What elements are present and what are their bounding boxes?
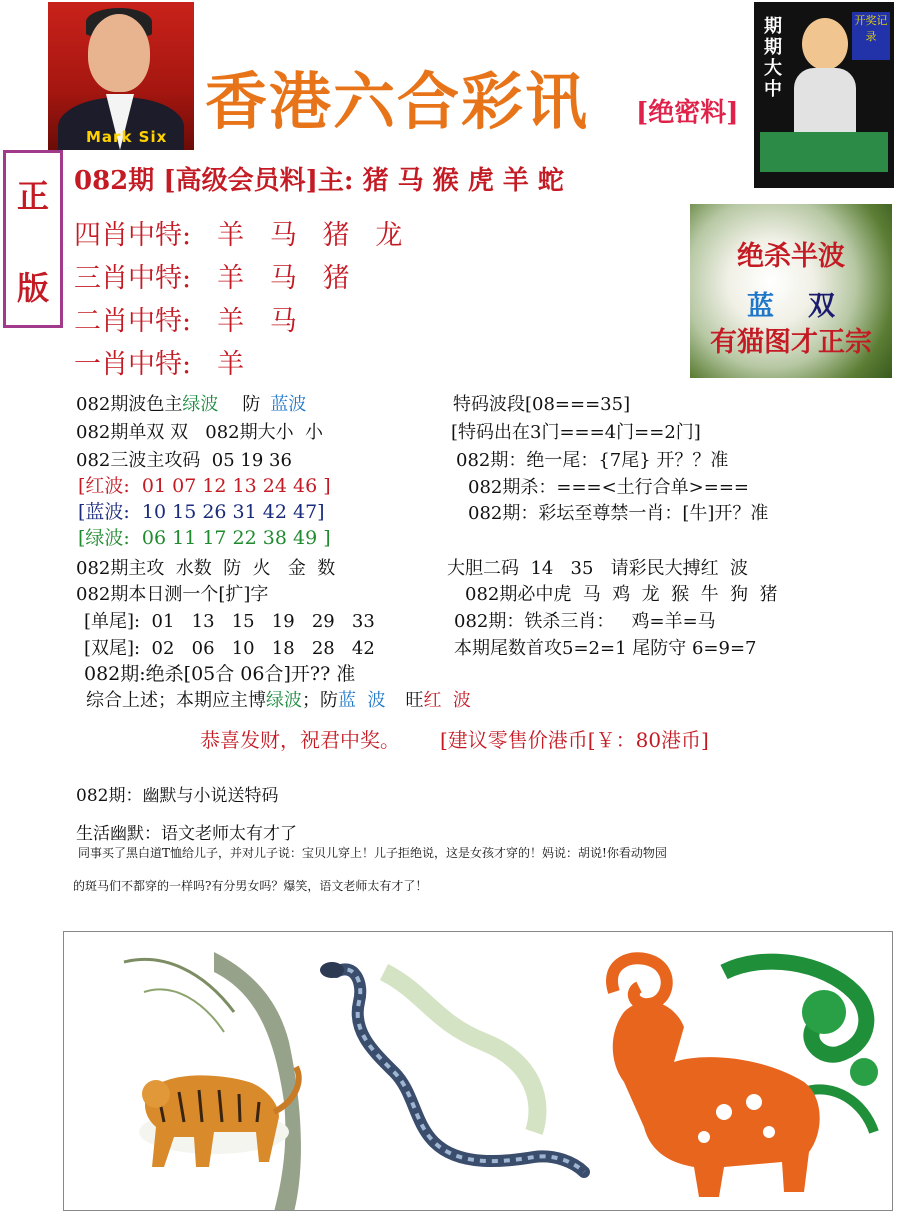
must-hit-line: 082期必中虎 马 鸡 龙 猴 牛 狗 猪 bbox=[465, 584, 778, 605]
three-wave-line: 082三波主攻码 05 19 36 bbox=[76, 450, 292, 471]
cat-line-2a: 蓝 bbox=[747, 291, 774, 322]
segment-line: 特码波段[08===35] bbox=[453, 394, 631, 415]
portrait-photo bbox=[48, 2, 194, 150]
page-subtitle: [绝密料] bbox=[636, 98, 739, 128]
badge-char-1: 正 bbox=[16, 177, 49, 215]
joke-text-1: 同事买了黑白道T恤给儿子，并对儿子说：宝贝儿穿上！儿子拒绝说，这是女孩才穿的！妈说：胡说!你看动物园 bbox=[78, 846, 667, 860]
main-attack-line: 082期主攻 水数 防 火 金 数 bbox=[76, 558, 336, 579]
zodiac-illustrations bbox=[64, 932, 893, 1211]
cat-line-1: 绝杀半波 bbox=[737, 241, 845, 272]
cat-line-2b: 双 bbox=[808, 291, 835, 322]
red-wave-line: [红波: 01 07 12 13 24 46 ] bbox=[78, 475, 331, 497]
bold-two-line: 大胆二码 14 35 请彩民大搏红 波 bbox=[447, 558, 749, 579]
badge-char-2: 版 bbox=[16, 269, 49, 307]
cartoon-image bbox=[754, 2, 894, 188]
joke-text-2: 的斑马们不都穿的一样吗?有分男女吗？爆笑，语文老师太有才了！ bbox=[73, 879, 428, 893]
doors-line: [特码出在3门===4门==2门] bbox=[451, 422, 701, 443]
mark-six-logo: Mark Six bbox=[86, 128, 168, 146]
wave-line: 082期波色主绿波 防 蓝波 bbox=[76, 394, 307, 415]
iron-kill-line: 082期：铁杀三肖： 鸡=羊=马 bbox=[454, 611, 716, 632]
goat-papercut bbox=[612, 958, 878, 1197]
kill-combo-line: 082期杀：===<土行合单>=== bbox=[468, 477, 750, 498]
pick-three: 三肖中特: 羊 马 猪 bbox=[74, 263, 350, 294]
pick-four: 四肖中特: 羊 马 猪 龙 bbox=[74, 220, 403, 251]
blue-wave-line: [蓝波: 10 15 26 31 42 47] bbox=[78, 501, 325, 523]
tail-attack-line: 本期尾数首攻5=2=1 尾防守 6=9=7 bbox=[454, 638, 757, 659]
authentic-badge bbox=[3, 150, 63, 328]
vip-line: 082期 [高级会员料]主: 猪 马 猴 虎 羊 蛇 bbox=[74, 166, 564, 196]
kill-line: 082期:绝杀[05合 06合]开?? 准 bbox=[84, 663, 356, 685]
cartoon-sign: 开奖记录 bbox=[852, 12, 890, 60]
odd-even-line: 082期单双 双 082期大小 小 bbox=[76, 422, 324, 443]
pick-two: 二肖中特: 羊 马 bbox=[74, 306, 297, 337]
snake-painting bbox=[320, 962, 584, 1172]
cat-image-box bbox=[690, 204, 892, 378]
daily-char-line: 082期本日测一个[扩]字 bbox=[76, 584, 269, 605]
pick-one: 一肖中特: 羊 bbox=[74, 349, 245, 380]
summary-line: 综合上述；本期应主博绿波；防蓝 波 旺红 波 bbox=[86, 690, 471, 711]
single-tail-line: [单尾]: 01 13 15 19 29 33 bbox=[84, 611, 375, 632]
joke-subtitle: 生活幽默：语文老师太有才了 bbox=[76, 824, 297, 844]
congrats-line: 恭喜发财，祝君中奖。 [建议零售价港币[￥：80港币] bbox=[200, 728, 709, 752]
tiger-painting bbox=[124, 952, 301, 1211]
page-title: 香港六合彩讯 bbox=[205, 65, 590, 138]
double-tail-line: [双尾]: 02 06 10 18 28 42 bbox=[84, 638, 375, 659]
one-tail-line: 082期：绝一尾：{7尾} 开？？准 bbox=[456, 450, 729, 471]
joke-title: 082期：幽默与小说送特码 bbox=[76, 786, 279, 806]
green-wave-line: [绿波: 06 11 17 22 38 49 ] bbox=[78, 527, 331, 549]
forbid-line: 082期：彩坛至尊禁一肖：[牛]开？准 bbox=[468, 503, 769, 524]
zodiac-image-frame bbox=[63, 931, 893, 1211]
cat-line-3: 有猫图才正宗 bbox=[710, 327, 872, 358]
cartoon-caption: 期期大中 bbox=[764, 16, 782, 100]
